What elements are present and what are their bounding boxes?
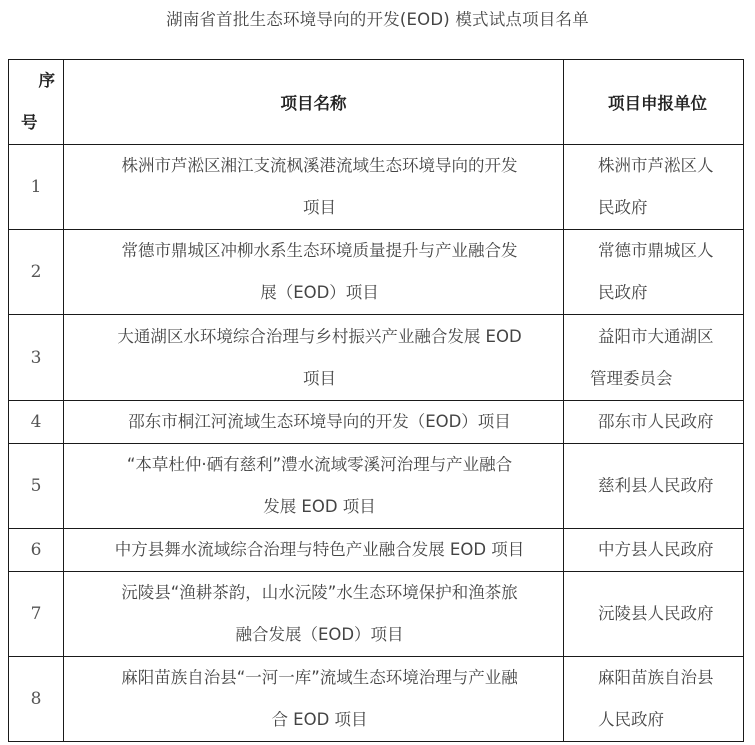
applicant-unit-line: 邵东市人民政府 bbox=[598, 412, 714, 431]
applicant-unit bbox=[564, 529, 744, 572]
applicant-unit bbox=[564, 145, 744, 230]
project-name-line: 展（EOD）项目 bbox=[260, 283, 379, 302]
serial-number: 5 bbox=[9, 444, 64, 529]
serial-number: 8 bbox=[9, 657, 64, 742]
serial-number: 6 bbox=[9, 529, 64, 572]
project-name bbox=[64, 145, 564, 230]
project-name-line: 大通湖区水环境综合治理与乡村振兴产业融合发展 EOD bbox=[117, 326, 522, 346]
applicant-unit bbox=[564, 315, 744, 401]
applicant-unit-line: 中方县人民政府 bbox=[598, 540, 714, 559]
project-name-line: 项目 bbox=[303, 368, 336, 388]
project-name-line: 合 EOD 项目 bbox=[271, 710, 368, 729]
applicant-unit-line: 益阳市大通湖区 bbox=[598, 326, 714, 346]
table-row bbox=[9, 230, 744, 315]
project-name-line: 沅陵县“渔耕茶韵，山水沅陵”水生态环境保护和渔茶旅 bbox=[121, 583, 518, 602]
table-header-row bbox=[9, 60, 744, 145]
table-row bbox=[9, 401, 744, 444]
applicant-unit-line: 常德市鼎城区人 bbox=[598, 241, 714, 260]
project-name-line: 融合发展（EOD）项目 bbox=[235, 625, 404, 644]
applicant-unit bbox=[564, 444, 744, 529]
header-project-name: 项目名称 bbox=[64, 60, 564, 145]
table-row bbox=[9, 572, 744, 657]
applicant-unit-line: 民政府 bbox=[598, 198, 648, 217]
applicant-unit-line: 民政府 bbox=[598, 283, 648, 302]
table-row bbox=[9, 315, 744, 401]
project-name-line: 麻阳苗族自治县“一河一库”流域生态环境治理与产业融 bbox=[121, 668, 518, 687]
project-name bbox=[64, 401, 564, 444]
project-name bbox=[64, 230, 564, 315]
header-serial-number bbox=[9, 60, 64, 145]
applicant-unit-line: 沅陵县人民政府 bbox=[598, 604, 714, 623]
project-name-line: 发展 EOD 项目 bbox=[263, 497, 376, 516]
table-row bbox=[9, 145, 744, 230]
project-name bbox=[64, 529, 564, 572]
serial-number: 7 bbox=[9, 572, 64, 657]
applicant-unit-line: 人民政府 bbox=[598, 710, 664, 729]
header-serial-line2: 号 bbox=[21, 113, 38, 132]
applicant-unit bbox=[564, 401, 744, 444]
table-row bbox=[9, 529, 744, 572]
table-row bbox=[9, 444, 744, 529]
document-title: 湖南省首批生态环境导向的开发(EOD) 模式试点项目名单 bbox=[166, 10, 589, 29]
applicant-unit-line: 管理委员会 bbox=[590, 368, 673, 388]
applicant-unit bbox=[564, 572, 744, 657]
serial-number: 4 bbox=[9, 401, 64, 444]
header-applicant-unit: 项目申报单位 bbox=[564, 60, 744, 145]
project-list-table bbox=[8, 59, 744, 742]
applicant-unit bbox=[564, 230, 744, 315]
project-name bbox=[64, 572, 564, 657]
table-row bbox=[9, 657, 744, 742]
applicant-unit-line: 麻阳苗族自治县 bbox=[598, 668, 714, 687]
project-name bbox=[64, 444, 564, 529]
applicant-unit-line: 株洲市芦淞区人 bbox=[598, 156, 714, 175]
project-name-line: 项目 bbox=[303, 198, 336, 217]
project-name bbox=[64, 315, 564, 401]
project-name-line: 常德市鼎城区冲柳水系生态环境质量提升与产业融合发 bbox=[121, 241, 518, 260]
project-name-line: 中方县舞水流域综合治理与特色产业融合发展 EOD 项目 bbox=[114, 540, 525, 559]
applicant-unit bbox=[564, 657, 744, 742]
serial-number: 2 bbox=[9, 230, 64, 315]
project-name-line: 株洲市芦淞区湘江支流枫溪港流域生态环境导向的开发 bbox=[121, 156, 518, 175]
header-serial-line1: 序 bbox=[38, 71, 55, 90]
project-name-line: 邵东市桐江河流域生态环境导向的开发（EOD）项目 bbox=[128, 412, 511, 431]
project-name bbox=[64, 657, 564, 742]
project-name-line: “本草杜仲·硒有慈利”澧水流域零溪河治理与产业融合 bbox=[126, 455, 513, 474]
serial-number: 1 bbox=[9, 145, 64, 230]
applicant-unit-line: 慈利县人民政府 bbox=[598, 476, 714, 495]
serial-number: 3 bbox=[9, 315, 64, 401]
